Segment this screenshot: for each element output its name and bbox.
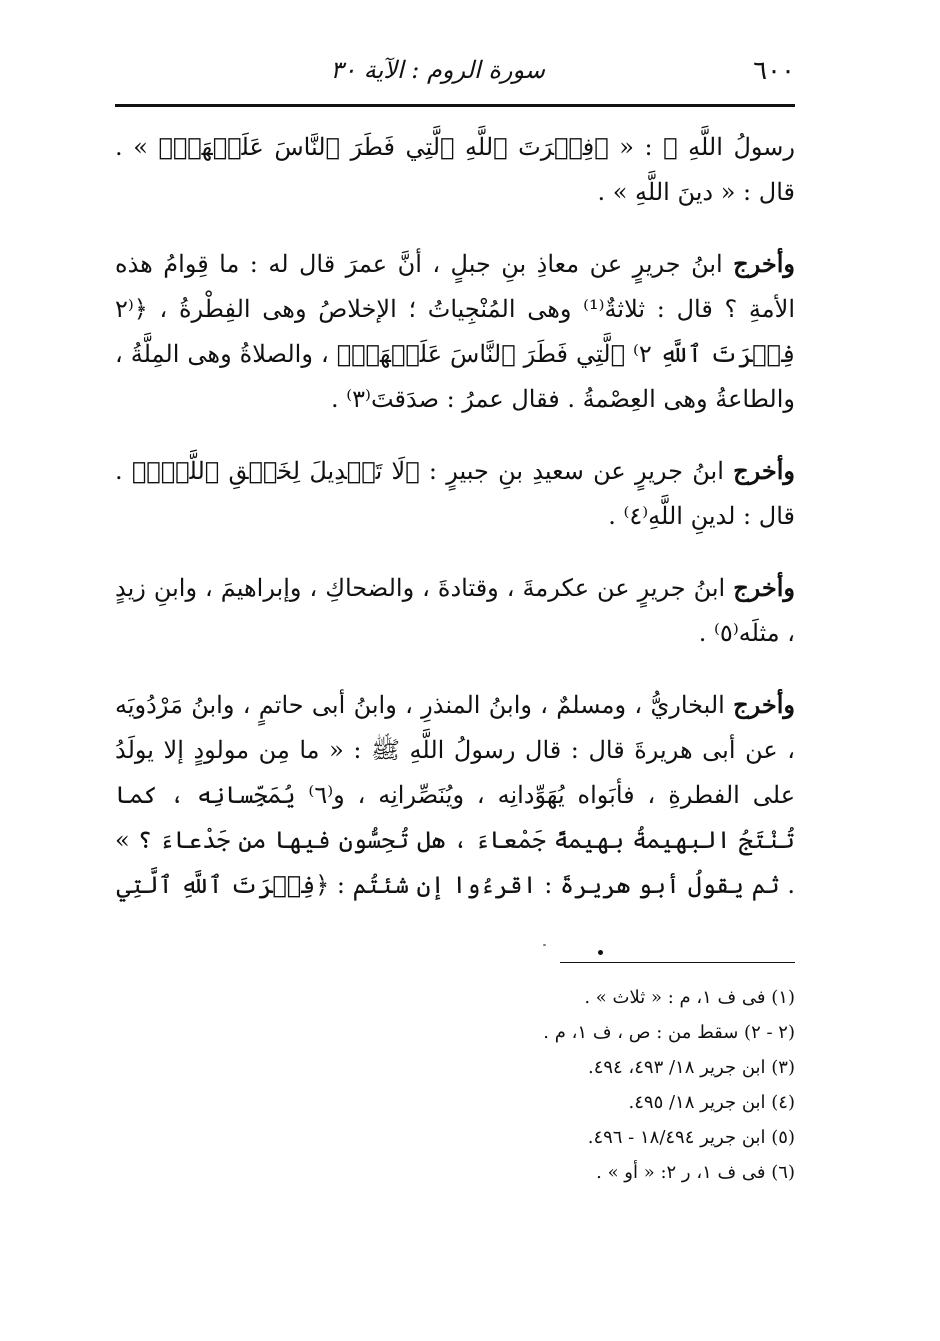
paragraph xyxy=(115,565,795,656)
footnote-1: (١) فى ف ١، م : « ثلاث » . xyxy=(584,987,795,1008)
separator-dot xyxy=(598,950,603,955)
paragraph-lead: وأخرج xyxy=(733,573,796,602)
paragraph xyxy=(115,682,795,908)
page-header xyxy=(115,48,795,102)
running-title: سورة الروم : الآية ٣٠ xyxy=(330,56,545,84)
paragraph-text: ابنُ جريرٍ عن عكرمةَ ، وقتادةَ ، والضحاكِ ، وإبراهيمَ ، وابنِ زيدٍ ، مثلَه⁽٥⁾ . xyxy=(115,574,795,647)
paragraph xyxy=(115,124,795,215)
paragraph-lead: وأخرج xyxy=(733,456,795,485)
paragraph-text: ابنُ جريرٍ عن معاذِ بنِ جبلٍ ، أنَّ عمرَ قال له : ما قِوامُ هذه الأمةِ ؟ قال : ثلاثةٌ⁽¹⁾ وهى المُنْجِياتُ ؛ الإخلاصُ وهى الفِطْرةُ ، ﴿⁽٢ فِطۡرَتَ ٱللَّهِ ٢⁾ ٱلَّتِي فَطَرَ ٱلنَّاسَ عَلَيۡهَاۚ﴾ ، والصلاةُ وهى المِلَّةُ ، والطاعةُ وهى العِصْمةُ . فقال عمرُ : صدَقتَ⁽٣⁾ . xyxy=(115,250,796,413)
footnote-2: (٢ - ٢) سقط من : ص ، ف ١، م . xyxy=(543,1022,795,1043)
footnote-4: (٤) ابن جرير ١٨/ ٤٩٥. xyxy=(628,1092,795,1113)
paragraph-lead: وأخرج xyxy=(733,249,795,278)
footnote-3: (٣) ابن جرير ١٨/ ٤٩٣، ٤٩٤. xyxy=(587,1057,795,1078)
ink-speck xyxy=(543,944,546,946)
paragraph-text: البخاريُّ ، ومسلمٌ ، وابنُ المنذرِ ، وابنُ أبى حاتمٍ ، وابنُ مَرْدُويَه ، عن أبى هريرةَ قال : قال رسولُ اللَّهِ ﷺ : « ما مِن مولودٍ إلا يولَدُ على الفطرةِ ، فأبَواه يُهَوِّدانِه ، ويُنَصِّرانِه ، و⁽٦⁾ يُمَجِّسانِه ، كما تُنْتَجُ البهيمةُ بهيمةً جَمْعاءَ ، هل تُحِسُّون فيها من جَدْعاءَ ؟ » . ثم يقولُ أبو هريرةَ : اقرءُوا إن شئتُم : ﴿فِطۡرَتَ ٱللَّهِ ٱلَّتِي xyxy=(115,691,796,899)
page-number: ٦٠٠ xyxy=(753,56,795,86)
paragraph xyxy=(115,241,795,422)
footnote-6: (٦) فى ف ١، ر ٢: « أو » . xyxy=(596,1162,795,1183)
header-divider xyxy=(115,104,795,107)
footnotes xyxy=(375,980,795,1190)
paragraph-text: رسولُ اللَّهِ ﷺ : « ﴿فِطۡرَتَ ٱللَّهِ ٱلَّتِي فَطَرَ ٱلنَّاسَ عَلَيۡهَاۚ﴾ » . قال : « دينَ اللَّهِ » . xyxy=(115,133,795,206)
footnote-divider xyxy=(560,962,795,963)
paragraph-text: ابنُ جريرٍ عن سعيدِ بنِ جبيرٍ : ﴿لَا تَبۡدِيلَ لِخَلۡقِ ٱللَّهِۚ﴾ . قال : لدينِ اللَّهِ⁽٤⁾ . xyxy=(115,457,795,530)
paragraph xyxy=(115,448,795,539)
paragraph-lead: وأخرج xyxy=(733,690,795,719)
main-text xyxy=(115,118,795,934)
footnote-5: (٥) ابن جرير ١٨/٤٩٤ - ٤٩٦. xyxy=(587,1127,795,1148)
